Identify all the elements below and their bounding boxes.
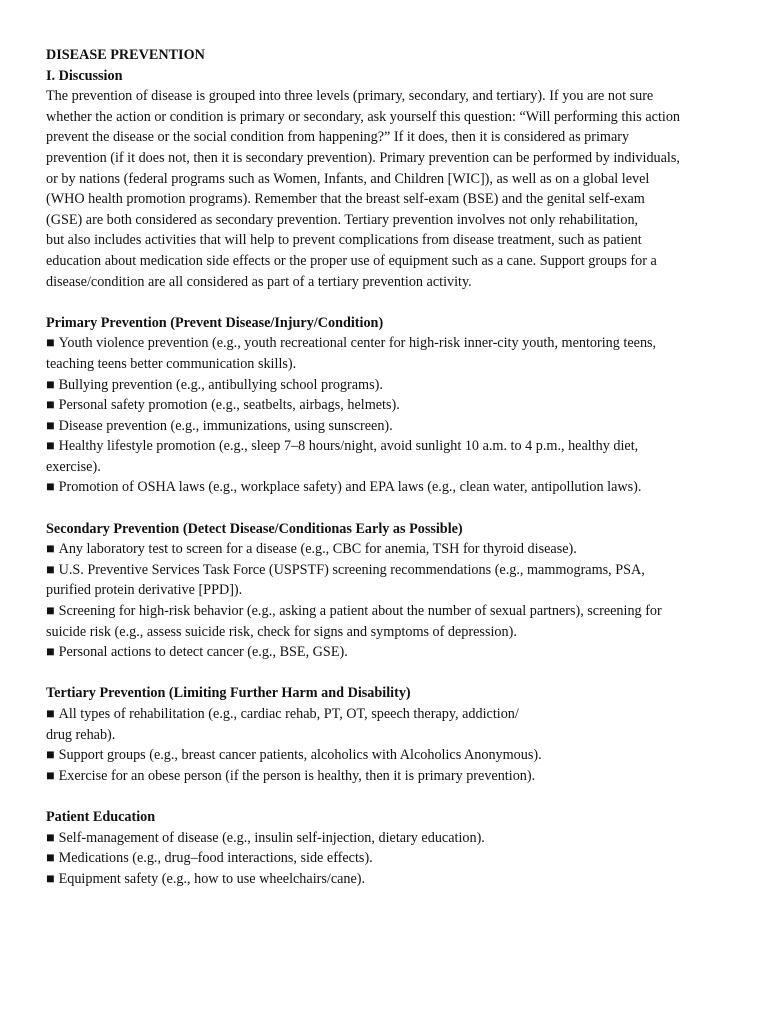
bullet-icon: ■ [46,850,55,867]
list-item [46,333,726,354]
secondary-prevention-section [46,519,726,663]
list-item-continuation: purified protein derivative [PPD]). [46,582,243,599]
intro-line: disease/condition are all considered as part of a tertiary prevention activity. [46,273,472,290]
list-item [46,477,726,498]
list-item-text: Promotion of OSHA laws (e.g., workplace safety) and EPA laws (e.g., clean water, antipollution laws). [58,479,642,496]
secondary-prevention-heading: Secondary Prevention (Detect Disease/Conditionas Early as Possible) [46,520,463,537]
bullet-icon: ■ [46,479,55,496]
list-item-text: Youth violence prevention (e.g., youth recreational center for high-risk inner-city youth, mentoring teens, [58,335,657,352]
intro-line: prevention (if it does not, then it is secondary prevention). Primary prevention can be performed by individuals, [46,149,680,166]
list-item-continuation: drug rehab). [46,726,116,743]
bullet-icon: ■ [46,376,55,393]
bullet-icon: ■ [46,561,55,578]
list-item-text: Self-management of disease (e.g., insulin self-injection, dietary education). [58,829,485,846]
list-item-text: Healthy lifestyle promotion (e.g., sleep 7–8 hours/night, avoid sunlight 10 a.m. to 4 p.m., healthy diet, [58,438,639,455]
list-item-text: Personal actions to detect cancer (e.g., BSE, GSE). [58,644,348,661]
bullet-icon: ■ [46,767,55,784]
bullet-icon: ■ [46,644,55,661]
list-item [46,766,726,787]
bullet-icon: ■ [46,397,55,414]
list-item-continuation: suicide risk (e.g., assess suicide risk, check for signs and symptoms of depression). [46,623,517,640]
list-item-text: Medications (e.g., drug–food interactions, side effects). [58,850,373,867]
intro-line: The prevention of disease is grouped into three levels (primary, secondary, and tertiary). If you are not sure [46,88,654,105]
list-item-text: Equipment safety (e.g., how to use wheelchairs/cane). [58,870,366,887]
list-item [46,642,726,663]
list-item-text: Exercise for an obese person (if the person is healthy, then it is primary prevention). [58,767,536,784]
bullet-icon: ■ [46,438,55,455]
spacer [46,663,726,684]
bullet-icon: ■ [46,417,55,434]
bullet-icon: ■ [46,603,55,620]
document-page [46,45,726,889]
bullet-icon: ■ [46,706,55,722]
tertiary-prevention-section [46,683,726,786]
section-heading: I. Discussion [46,67,123,84]
patient-education-section [46,807,726,889]
intro-line: whether the action or condition is primary or secondary, ask yourself this question: “Will performing this action [46,108,681,125]
list-item [46,848,726,869]
bullet-icon: ■ [46,335,55,352]
spacer [46,786,726,807]
list-item-text: Bullying prevention (e.g., antibullying school programs). [58,376,383,393]
intro-line: but also includes activities that will help to prevent complications from disease treatment, such as patient [46,232,642,249]
patient-education-heading: Patient Education [46,808,156,825]
list-item [46,828,726,849]
list-item [46,560,726,581]
list-item-text: Screening for high-risk behavior (e.g., asking a patient about the number of sexual partners), screening for [58,603,662,620]
intro-line: prevent the disease or the social condition from happening?” If it does, then it is considered as primary [46,129,630,146]
list-item-text: U.S. Preventive Services Task Force (USPSTF) screening recommendations (e.g., mammograms, PSA, [58,561,645,578]
list-item [46,416,726,437]
list-item-text: Support groups (e.g., breast cancer patients, alcoholics with Alcoholics Anonymous). [58,747,542,764]
spacer [46,498,726,519]
intro-line: (WHO health promotion programs). Remember that the breast self-exam (BSE) and the genital self-exam [46,191,645,208]
primary-prevention-heading: Primary Prevention (Prevent Disease/Injury/Condition) [46,314,384,331]
intro-line: or by nations (federal programs such as Women, Infants, and Children [WIC]), as well as on a global level [46,170,650,187]
list-item-text: Any laboratory test to screen for a disease (e.g., CBC for anemia, TSH for thyroid disease). [58,541,577,558]
list-item [46,869,726,890]
intro-line: education about medication side effects or the proper use of equipment such as a cane. Support groups for a [46,252,657,269]
bullet-icon: ■ [46,870,55,887]
list-item-continuation: exercise). [46,458,101,475]
bullet-icon: ■ [46,747,55,764]
list-item [46,745,726,766]
intro-paragraph [46,86,726,292]
list-item-text: Personal safety promotion (e.g., seatbelts, airbags, helmets). [58,397,400,414]
list-item [46,704,726,725]
list-item [46,601,726,622]
bullet-icon: ■ [46,541,55,558]
list-item-continuation: teaching teens better communication skills). [46,355,297,372]
tertiary-prevention-heading: Tertiary Prevention (Limiting Further Harm and Disability) [46,685,411,702]
list-item [46,436,726,457]
list-item-text: All types of rehabilitation (e.g., cardiac rehab, PT, OT, speech therapy, addiction/ [58,706,519,722]
document-title: DISEASE PREVENTION [46,47,205,63]
spacer [46,292,726,313]
primary-prevention-section [46,313,726,498]
bullet-icon: ■ [46,829,55,846]
list-item [46,395,726,416]
list-item [46,539,726,560]
list-item [46,375,726,396]
intro-line: (GSE) are both considered as secondary prevention. Tertiary prevention involves not only rehabilitation, [46,211,639,228]
list-item-text: Disease prevention (e.g., immunizations, using sunscreen). [58,417,393,434]
